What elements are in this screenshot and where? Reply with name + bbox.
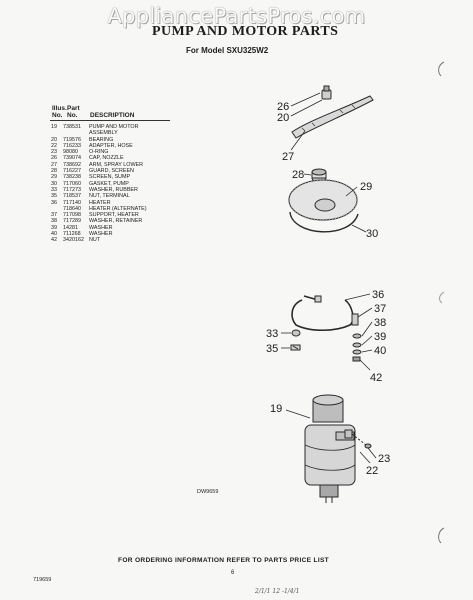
- parts-part-no: 717098: [63, 212, 81, 219]
- handwritten-note: 2/1/1 12 -1/4/1: [255, 588, 300, 595]
- parts-illus-no: 28: [51, 168, 57, 175]
- header-illus-line1: Illus.: [52, 105, 67, 112]
- callout-28: 28: [292, 169, 305, 181]
- parts-description: CAP, NOZZLE: [89, 155, 124, 162]
- callout-36: 36: [372, 289, 385, 301]
- callout-38: 38: [374, 317, 387, 329]
- parts-description: BEARING: [89, 136, 114, 143]
- parts-part-no: 718537: [63, 193, 81, 200]
- parts-illus-no: 22: [51, 142, 57, 149]
- parts-part-no: 717289: [63, 218, 81, 225]
- ordering-footer: FOR ORDERING INFORMATION REFER TO PARTS PRICE LIST: [118, 557, 329, 564]
- page-number: 6: [231, 570, 235, 576]
- parts-illus-no: 30: [51, 180, 57, 187]
- parts-illus-no: 36: [51, 199, 57, 206]
- parts-illus-no: 29: [51, 174, 57, 181]
- parts-description: ASSEMBLY: [89, 130, 118, 137]
- callout-30: 30: [366, 228, 379, 240]
- page-reference: 719659: [33, 577, 52, 583]
- parts-illus-no: 35: [51, 193, 57, 200]
- parts-description: NUT: [89, 237, 101, 244]
- parts-part-no: 717060: [63, 180, 81, 187]
- parts-part-no: 14281: [63, 224, 78, 231]
- callout-35: 35: [266, 343, 279, 355]
- parts-illus-no: 20: [51, 136, 57, 143]
- parts-description: O-RING: [89, 149, 109, 156]
- binding-mark-middle: [440, 292, 444, 303]
- parts-part-no: 98080: [63, 149, 78, 156]
- parts-description: WASHER, RUBBER: [89, 186, 138, 193]
- terminal-nut-part: [291, 345, 300, 350]
- parts-illus-no: 33: [51, 186, 57, 193]
- parts-part-no: 719576: [63, 136, 81, 143]
- parts-part-no: 739074: [63, 155, 81, 162]
- parts-description: ARM, SPRAY LOWER: [89, 161, 144, 168]
- callout-20: 20: [277, 112, 290, 124]
- parts-part-no: 3420162: [63, 237, 84, 244]
- header-part-line1: Part: [67, 105, 80, 112]
- parts-illus-no: 26: [51, 155, 57, 162]
- parts-description: HEATER (ALTERNATE): [89, 205, 147, 212]
- parts-part-no: 717273: [63, 186, 81, 193]
- parts-illus-no: 42: [51, 237, 57, 244]
- parts-illus-no: 39: [51, 224, 57, 231]
- model-subtitle: For Model SXU325W2: [186, 46, 269, 55]
- binding-mark-top: [439, 62, 444, 76]
- watermark: AppliancePartsPros.com: [107, 4, 366, 28]
- parts-description: SUPPORT, HEATER: [89, 212, 139, 219]
- parts-part-no: 711268: [63, 231, 81, 238]
- figure-id: DW9659: [197, 489, 219, 495]
- parts-part-no: 738238: [63, 174, 81, 181]
- nozzle-cap-part: [322, 86, 331, 99]
- parts-illus-no: 19: [51, 124, 57, 130]
- parts-illus-no: 37: [51, 212, 57, 219]
- callout-29: 29: [360, 181, 373, 193]
- parts-part-no: 738692: [63, 161, 81, 168]
- parts-illus-no: 38: [51, 218, 57, 225]
- parts-description: SCREEN, SUMP: [89, 174, 131, 181]
- callout-22: 22: [366, 465, 379, 477]
- parts-illus-no: 40: [51, 231, 57, 238]
- parts-part-no: 716233: [63, 142, 81, 149]
- callout-26: 26: [277, 101, 290, 113]
- parts-illus-no: 23: [51, 149, 57, 156]
- callout-37: 37: [374, 303, 387, 315]
- heater-hardware-part: [352, 314, 361, 361]
- sump-screen-part: [289, 180, 357, 220]
- callout-19: 19: [270, 403, 283, 415]
- parts-part-no: 716227: [63, 168, 81, 175]
- parts-description: PUMP AND MOTOR: [89, 124, 139, 130]
- header-illus-line2: No.: [52, 112, 63, 119]
- parts-description: WASHER: [89, 231, 113, 238]
- parts-description: ADAPTER, HOSE: [89, 142, 133, 149]
- binding-mark-bottom: [439, 528, 444, 543]
- callout-27: 27: [282, 151, 295, 163]
- callout-23: 23: [378, 453, 391, 465]
- parts-part-no: 717140: [63, 199, 81, 206]
- parts-description: NUT, TERMINAL: [89, 193, 130, 200]
- parts-part-no: 738531: [63, 124, 81, 130]
- parts-illus-no: 27: [51, 161, 57, 168]
- pump-motor-assembly-part: [305, 395, 355, 503]
- parts-description: WASHER: [89, 224, 113, 231]
- parts-description: HEATER: [89, 199, 111, 206]
- callout-39: 39: [374, 331, 387, 343]
- header-description: DESCRIPTION: [90, 112, 135, 119]
- rubber-washer-part: [292, 330, 300, 336]
- heater-part: [292, 296, 353, 330]
- parts-description: GASKET, PUMP: [89, 180, 129, 187]
- parts-description: GUARD, SCREEN: [89, 168, 134, 175]
- page-title: PUMP AND MOTOR PARTS: [152, 24, 339, 39]
- header-part-line2: No.: [67, 112, 78, 119]
- callout-42: 42: [370, 372, 383, 384]
- callout-40: 40: [374, 345, 387, 357]
- parts-description: WASHER, RETAINER: [89, 218, 143, 225]
- callout-33: 33: [266, 328, 279, 340]
- parts-part-no: 718640: [63, 205, 81, 212]
